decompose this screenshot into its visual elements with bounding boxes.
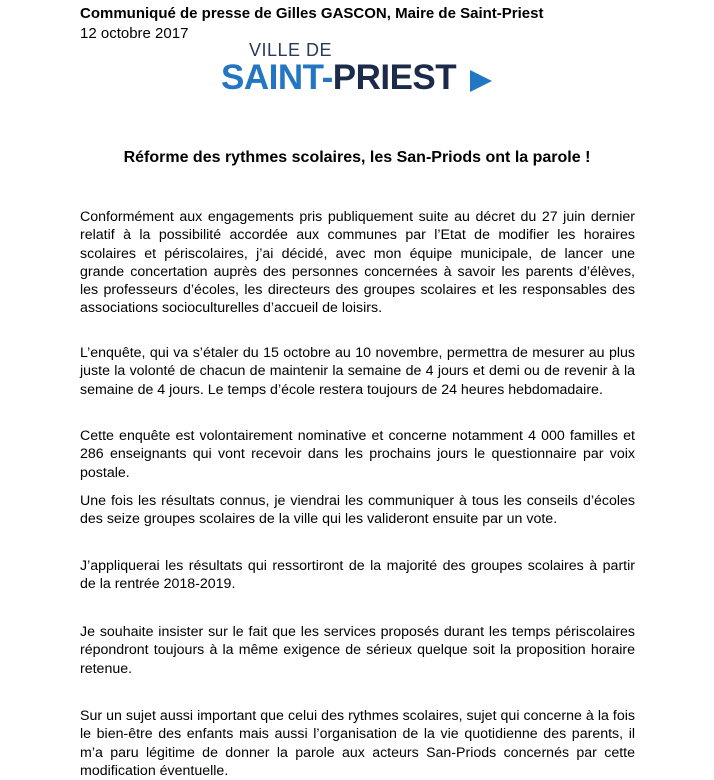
logo-city-name [221,54,456,102]
document-title: Réforme des rythmes scolaires, les San-Priods ont la parole ! [123,149,591,166]
paragraph-2: L’enquête, qui va s’étaler du 15 octobre au 10 novembre, permettra de mesurer au plus juste la volonté de chacun de maintenir la semaine de 4 jours et demi ou de revenir à la semaine de 4 jours. Le temps d’école restera toujours de 24 heures hebdomadaire. [80,345,635,398]
paragraph-5: J’appliquerai les résultats qui ressortiront de la majorité des groupes scolaires à partir de la rentrée 2018-2019. [80,558,635,593]
paragraph-4: Une fois les résultats connus, je viendrai les communiquer à tous les conseils d’écoles des seize groupes scolaires de la ville qui les valideront ensuite par un vote. [80,493,635,528]
saint-priest-logo [221,40,501,110]
play-arrow-icon [468,68,494,94]
logo-city-part1: SAINT- [221,58,333,97]
press-release-date: 12 octobre 2017 [80,25,189,42]
paragraph-3: Cette enquête est volontairement nominative et concerne notamment 4 000 familles et 286 enseignants qui vont recevoir dans les prochains jours le questionnaire par voix postale. [80,428,635,481]
paragraph-6: Je souhaite insister sur le fait que les services proposés durant les temps périscolaires répondront toujours à la même exigence de sérieux quelque soit la proposition horaire retenue. [80,624,635,677]
logo-city-part2: PRIEST [332,58,457,97]
press-release-author: Communiqué de presse de Gilles GASCON, Maire de Saint-Priest [80,5,544,22]
press-release-header [80,4,543,44]
logo-top-text: VILLE DE [249,40,333,60]
paragraph-7: Sur un sujet aussi important que celui des rythmes scolaires, sujet qui concerne à la fois le bien-être des enfants mais aussi l’organisation de la vie quotidienne des parents, il m’a paru légitime de donner la parole aux acteurs San-Priods concernés par cette modification éventuelle. [80,708,635,779]
paragraph-1: Conformément aux engagements pris publiquement suite au décret du 27 juin dernier relatif à la possibilité accordée aux communes par l’Etat de modifier les horaires scolaires et périscolaires, j’ai décidé, avec mon équipe municipale, de lancer une grande concertation auprès des personnes concernées à savoir les parents d’élèves, les professeurs d’écoles, les directeurs des groupes scolaires et les responsables des associations socioculturelles d’accueil de loisirs. [80,209,635,317]
